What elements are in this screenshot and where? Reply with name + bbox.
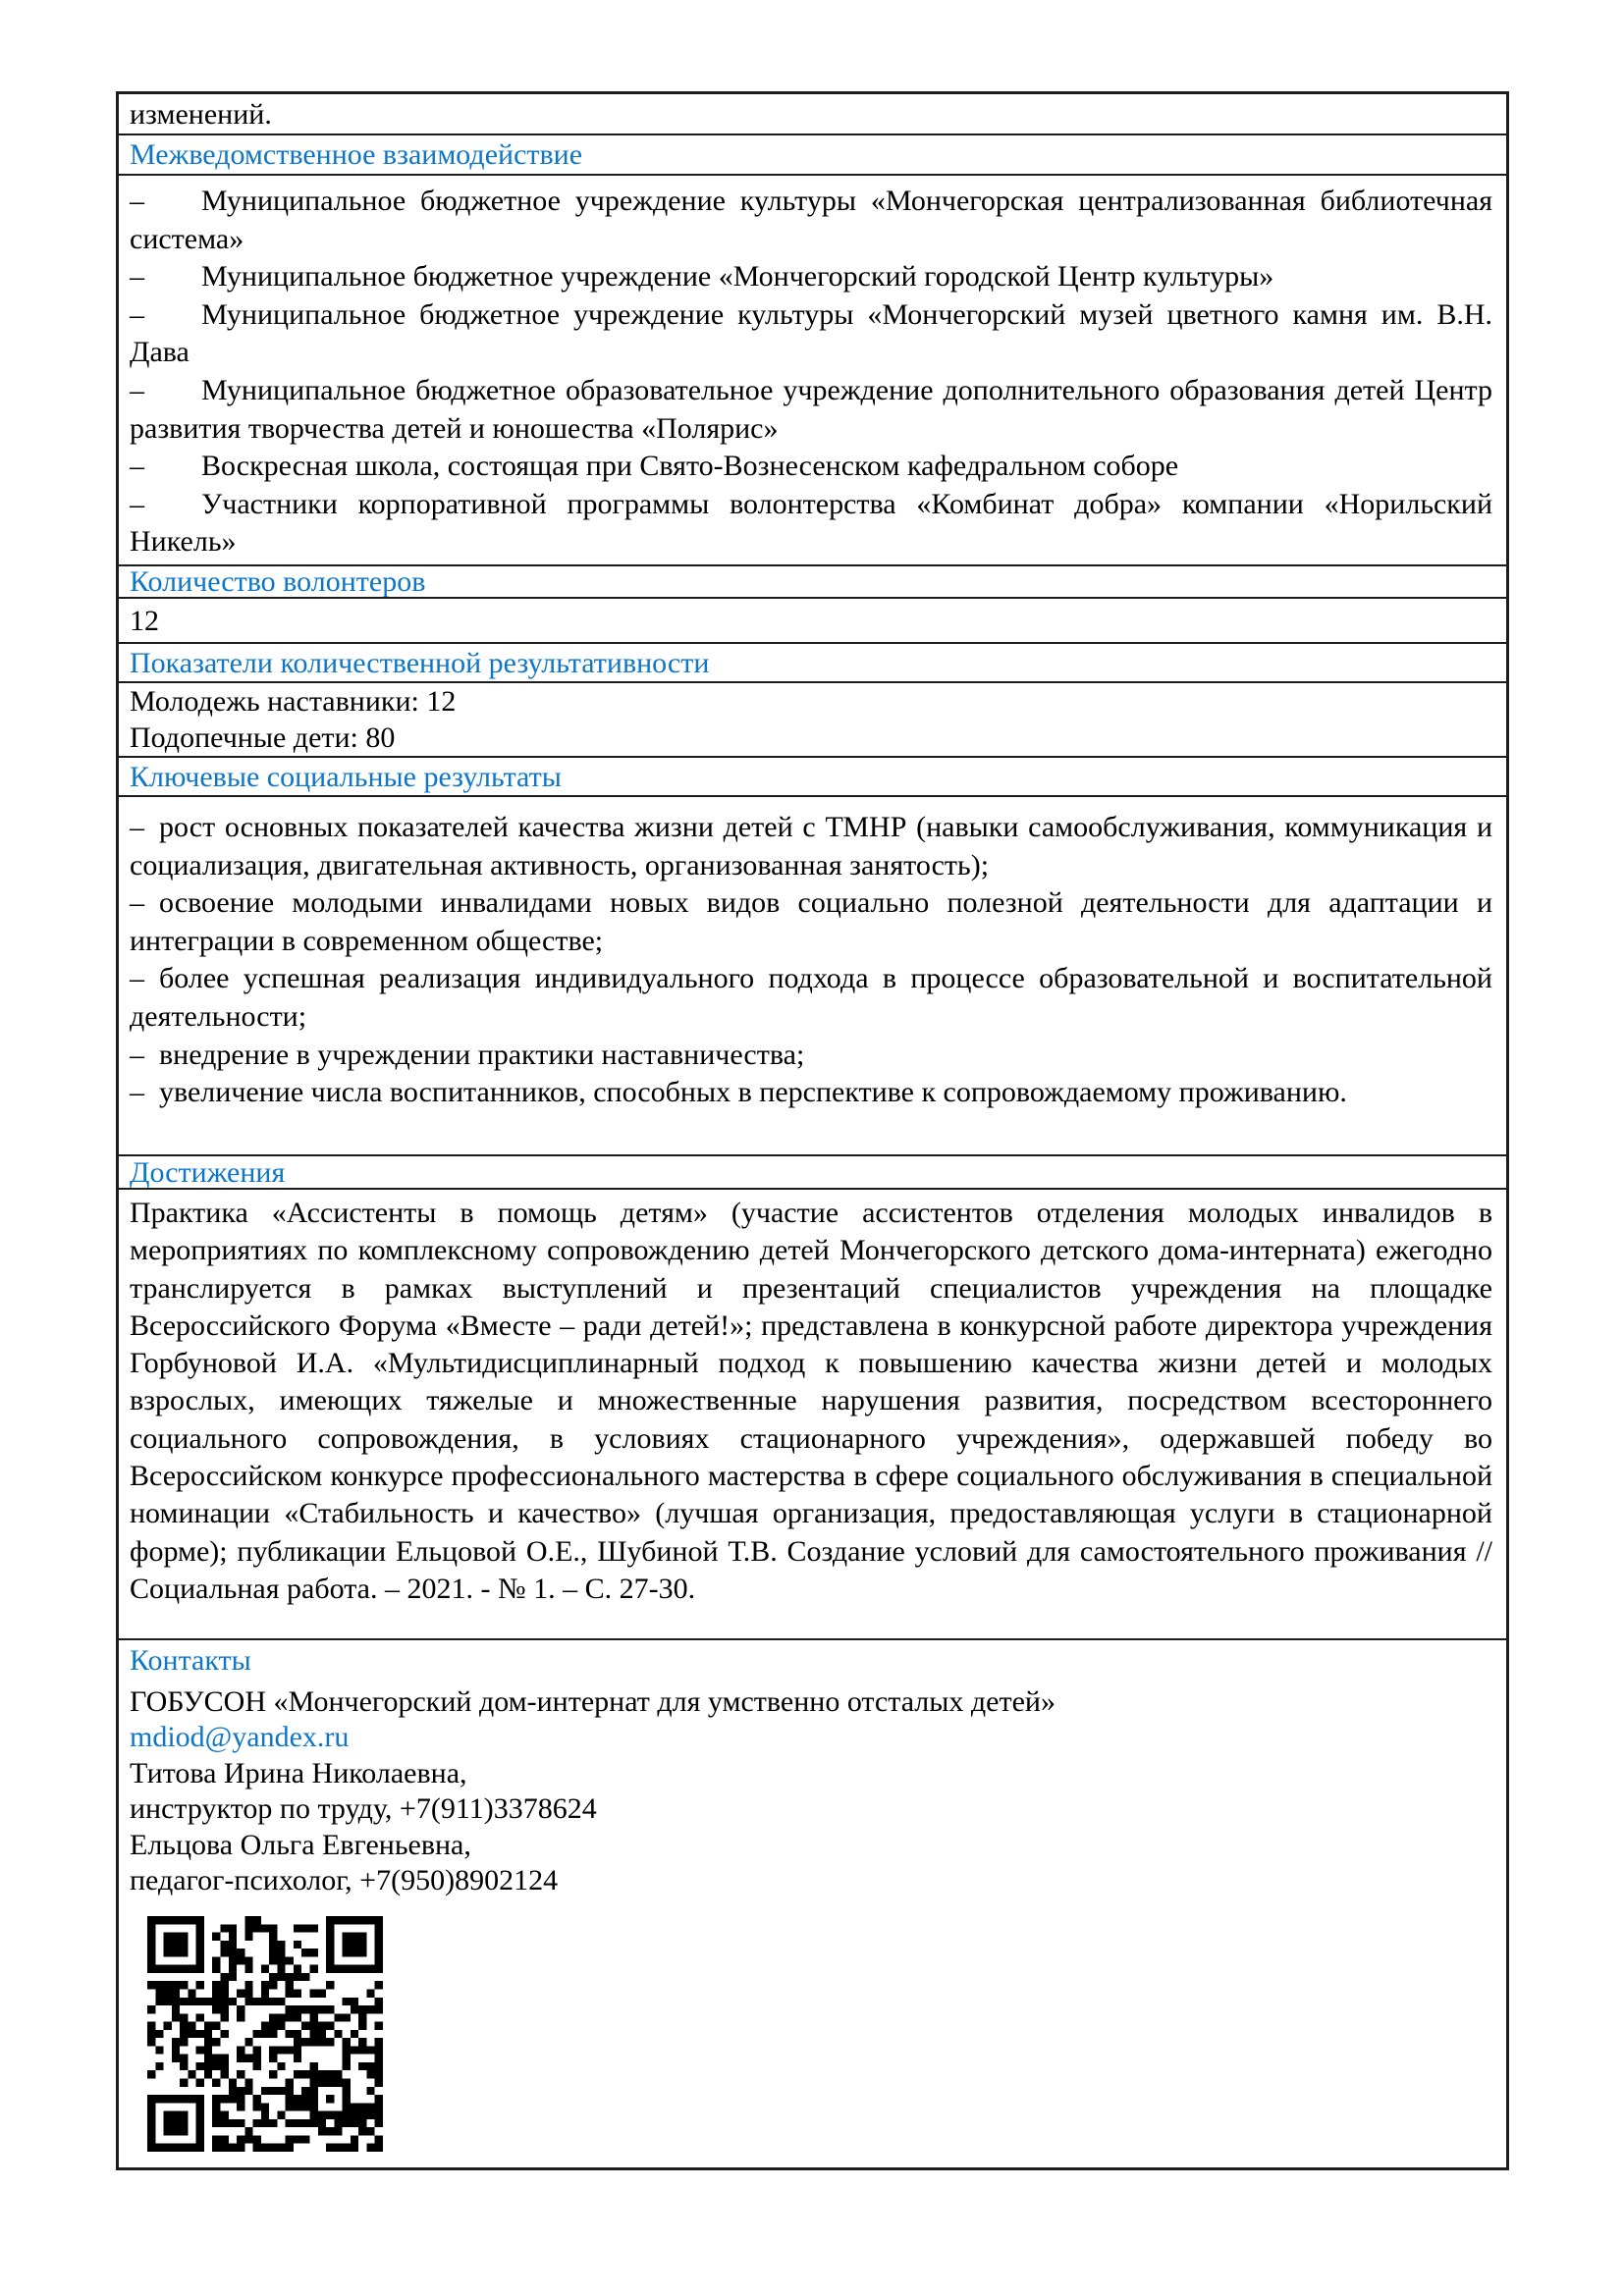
dash-marker: –: [130, 185, 144, 217]
dash-marker: –: [130, 373, 144, 406]
contact-person-name: Ельцова Ольга Евгеньевна,: [130, 1828, 471, 1861]
dash-marker: –: [130, 1038, 144, 1071]
list-item-text: Муниципальное бюджетное учреждение культуры «Мончегорская централизованная библиотечная система»: [130, 185, 1492, 255]
qr-code: [147, 1916, 383, 2152]
contact-organization: ГОБУСОН «Мончегорский дом-интернат для умственно отсталых детей»: [130, 1684, 1056, 1718]
list-item: [130, 183, 1492, 258]
list-item: [130, 258, 1492, 296]
section-contacts: [119, 1640, 1506, 2167]
list-item: [130, 809, 1492, 884]
list-item: [130, 1037, 1492, 1075]
dash-marker: –: [130, 260, 144, 294]
section-achievements-content: [119, 1190, 1506, 1640]
list-item: [130, 448, 1492, 486]
section-title: Достижения: [130, 1156, 286, 1189]
list-item: [130, 960, 1492, 1036]
section-title: Показатели количественной результативности: [130, 647, 710, 679]
section-header-quant-results: [119, 644, 1506, 683]
list-item-text: более успешная реализация индивидуального подхода в процессе образовательной и воспитательной деятельности;: [130, 962, 1492, 1033]
metric-line: Молодежь наставники: 12: [130, 685, 457, 718]
list-item-text: Воскресная школа, состоящая при Свято-Вознесенском кафедральном соборе: [201, 450, 1179, 483]
achievements-paragraph: Практика «Ассистенты в помощь детям» (участие ассистентов отделения молодых инвалидов в мероприятиях по комплексному сопровождению детей Мончегорского детского дома-интерната) ежегодно транслируется в рамках выступлений и презентаций специалистов учреждения на площадке Всероссийского Форума «Вместе – ради детей!»; представлена в конкурсной работе директора учреждения Горбуновой И.А. «Мультидисциплинарный подход к повышению качества жизни детей и молодых взрослых, имеющих тяжелые и множественные нарушения развития, посредством всестороннего социального сопровождения, в условиях стационарного учреждения», одержавшей победу во Всероссийском конкурсе профессионального мастерства в сфере социального обслуживания в специальной номинации «Стабильность и качество» (лучшая организация, предоставляющая услуги в стационарной форме); публикации Ельцовой О.Е., Шубиной Т.В. Создание условий для самостоятельного проживания // Социальная работа. – 2021. - № 1. – С. 27-30.: [130, 1197, 1492, 1605]
continuation-text: изменений.: [130, 98, 272, 131]
contact-person-phone: педагог-психолог, +7(950)8902124: [130, 1864, 559, 1896]
list-item: [130, 1074, 1492, 1112]
dash-marker: –: [130, 450, 144, 483]
list-item-text: рост основных показателей качества жизни детей с ТМНР (навыки самообслуживания, коммуникация и социализация, двигательная активность, организованная занятость);: [130, 811, 1492, 881]
list-item-text: освоение молодыми инвалидами новых видов социально полезной деятельности для адаптации и интеграции в современном обществе;: [130, 886, 1492, 957]
list-item-text: Муниципальное бюджетное образовательное учреждение дополнительного образования детей Центр развития творчества детей и юношества «Полярис»: [130, 373, 1492, 445]
section-header-volunteers-count: [119, 566, 1506, 599]
list-item-text: Участники корпоративной программы волонтерства «Комбинат добра» компании «Норильский Никель»: [130, 487, 1492, 559]
info-table: [116, 91, 1509, 2170]
dash-marker: –: [130, 962, 144, 995]
list-item-text: внедрение в учреждении практики наставничества;: [159, 1038, 805, 1071]
list-item-text: Муниципальное бюджетное учреждение «Мончегорский городской Центр культуры»: [201, 260, 1274, 294]
list-item: [130, 296, 1492, 372]
contact-person-name: Титова Ирина Николаевна,: [130, 1756, 467, 1789]
dash-marker: –: [130, 297, 144, 331]
section-title-contacts: Контакты: [130, 1644, 251, 1677]
section-header-social-results: [119, 758, 1506, 797]
row-continuation: [119, 94, 1506, 135]
section-header-achievements: [119, 1156, 1506, 1190]
list-item-text: увеличение числа воспитанников, способных в перспективе к сопровождаемому проживанию.: [159, 1076, 1347, 1109]
value-text: 12: [130, 605, 159, 637]
list-item: [130, 884, 1492, 960]
dash-marker: –: [130, 487, 144, 520]
contact-email-link[interactable]: mdiod@yandex.ru: [130, 1721, 350, 1753]
section-title: Количество волонтеров: [130, 566, 426, 598]
volunteers-count-value: [119, 599, 1506, 644]
list-item-text: Муниципальное бюджетное учреждение культуры «Мончегорский музей цветного камня им. В.Н. Дава: [130, 297, 1492, 369]
list-item: [130, 486, 1492, 561]
section-header-interagency: [119, 135, 1506, 176]
contact-person-phone: инструктор по труду, +7(911)3378624: [130, 1792, 597, 1825]
dash-marker: –: [130, 886, 144, 920]
section-title: Ключевые социальные результаты: [130, 761, 562, 793]
section-title: Межведомственное взаимодействие: [130, 138, 583, 171]
dash-marker: –: [130, 1076, 144, 1109]
section-quant-results-content: [119, 683, 1506, 758]
section-social-results-content: [119, 797, 1506, 1156]
dash-marker: –: [130, 811, 144, 843]
section-interagency-content: [119, 176, 1506, 566]
metric-line: Подопечные дети: 80: [130, 721, 396, 754]
list-item: [130, 372, 1492, 448]
